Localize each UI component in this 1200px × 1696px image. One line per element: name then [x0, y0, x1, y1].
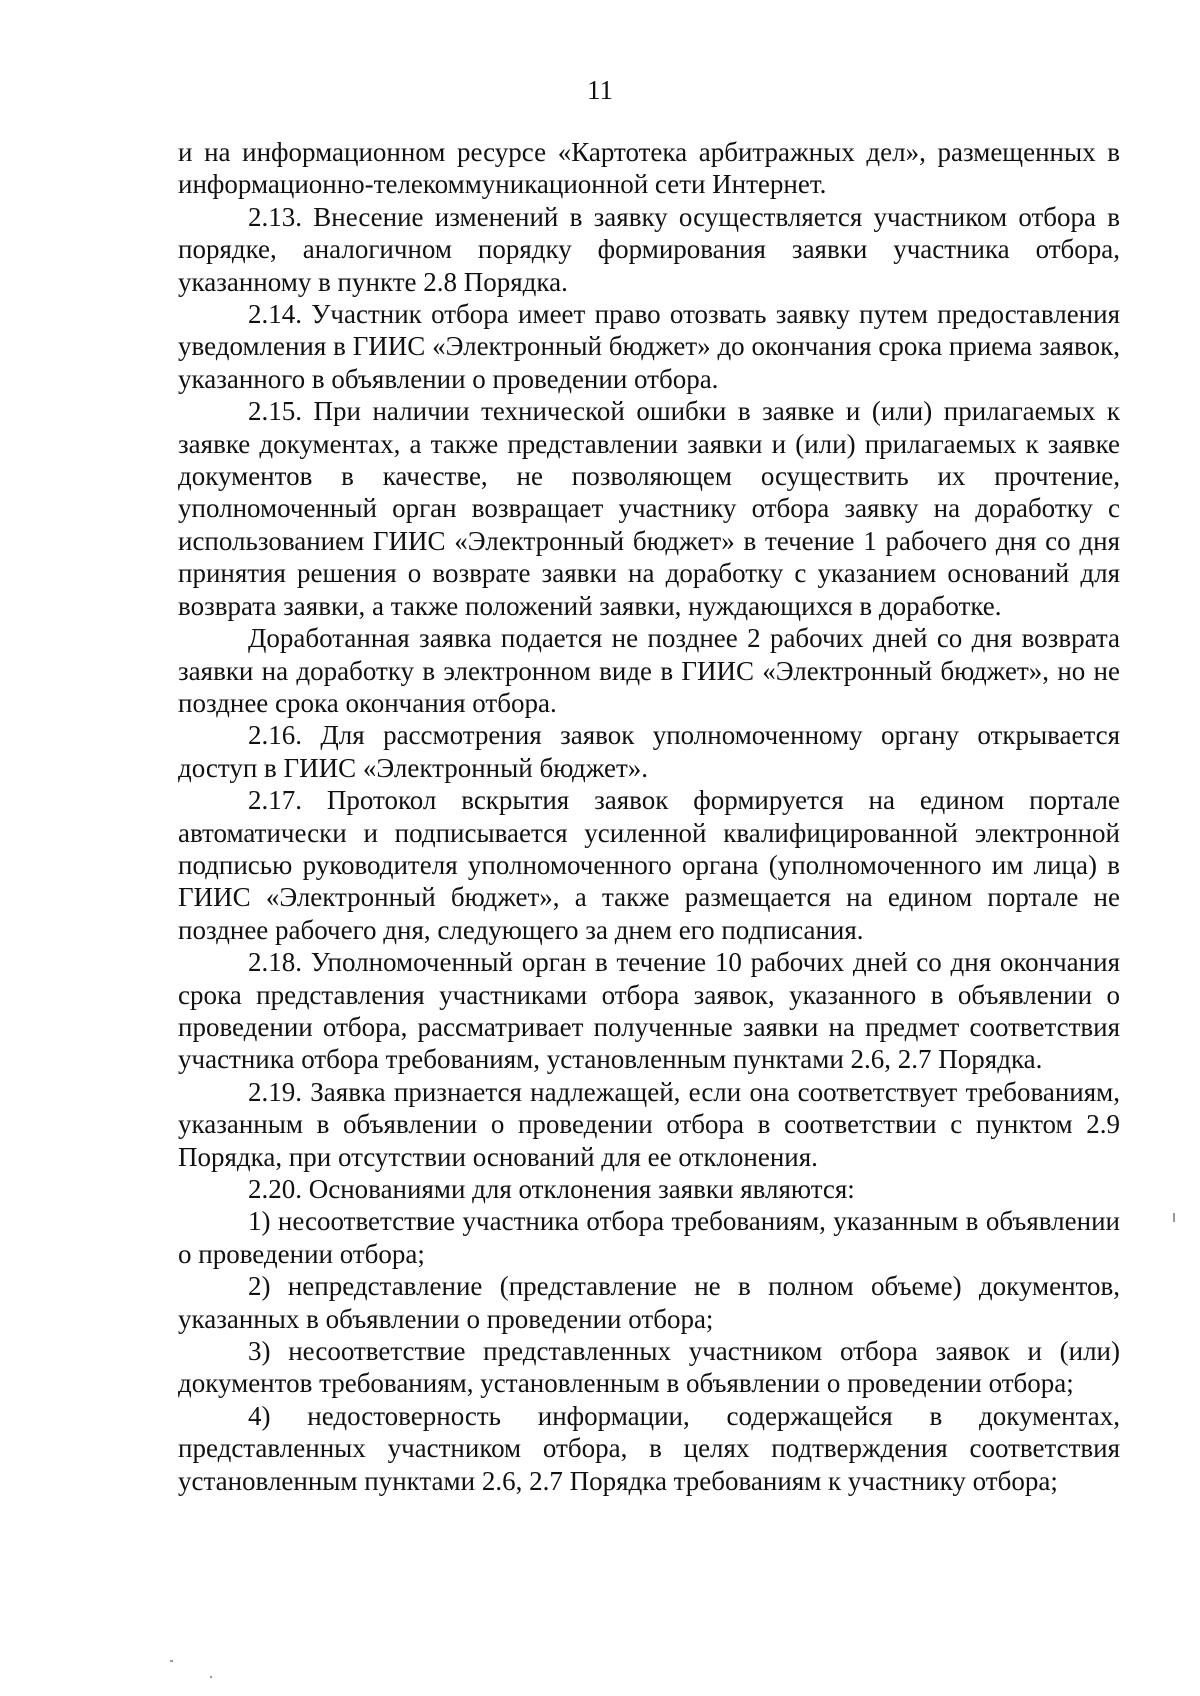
- paragraph-continuation: и на информационном ресурсе «Картотека арбитражных дел», размещенных в информационно-телекоммуникационной сети Интернет.: [178, 137, 1120, 200]
- paragraph-2-17: 2.17. Протокол вскрытия заявок формируется на едином портале автоматически и подписывается усиленной квалифицированной электронной подписью руководителя уполномоченного органа (уполномоченного им лица) в ГИИС «Электронный бюджет», а также размещается на едином портале не позднее рабочего дня, следующего за днем его подписания.: [178, 785, 1120, 945]
- scan-speck: [170, 1660, 173, 1662]
- scan-speck: [210, 1676, 212, 1678]
- list-item-4: 4) недостоверность информации, содержащейся в документах, представленных участником отбора, в целях подтверждения соответствия установленным пунктами 2.6, 2.7 Порядка требованиям к участнику отбора;: [178, 1400, 1120, 1496]
- page-number: 11: [587, 75, 613, 105]
- list-item-1: 1) несоответствие участника отбора требованиям, указанным в объявлении о проведении отбора;: [178, 1206, 1120, 1269]
- paragraph-2-19: 2.19. Заявка признается надлежащей, если она соответствует требованиям, указанным в объявлении о проведении отбора в соответствии с пунктом 2.9 Порядка, при отсутствии оснований для ее отклонения.: [178, 1076, 1120, 1172]
- paragraph-2-20: 2.20. Основаниями для отклонения заявки являются:: [248, 1174, 855, 1204]
- scan-speck: [1173, 1213, 1175, 1222]
- paragraph-2-18: 2.18. Уполномоченный орган в течение 10 рабочих дней со дня окончания срока представления участниками отбора заявок, указанного в объявлении о проведении отбора, рассматривает полученные заявки на предмет соответствия участника отбора требованиям, установленным пунктами 2.6, 2.7 Порядка.: [178, 947, 1120, 1075]
- paragraph-2-13: 2.13. Внесение изменений в заявку осуществляется участником отбора в порядке, аналогичном порядку формирования заявки участника отбора, указанному в пункте 2.8 Порядка.: [178, 201, 1120, 297]
- paragraph-reworked-application: Доработанная заявка подается не позднее 2 рабочих дней со дня возврата заявки на доработку в электронном виде в ГИИС «Электронный бюджет», но не позднее срока окончания отбора.: [178, 623, 1120, 718]
- paragraph-2-14: 2.14. Участник отбора имеет право отозвать заявку путем предоставления уведомления в ГИИС «Электронный бюджет» до окончания срока приема заявок, указанного в объявлении о проведении отбора.: [178, 299, 1120, 394]
- paragraph-2-16: 2.16. Для рассмотрения заявок уполномоченному органу открывается доступ в ГИИС «Электронный бюджет».: [178, 720, 1120, 783]
- list-item-2: 2) непредставление (представление не в полном объеме) документов, указанных в объявлении о проведении отбора;: [178, 1271, 1120, 1334]
- list-item-3: 3) несоответствие представленных участником отбора заявок и (или) документов требованиям, установленным в объявлении о проведении отбора;: [178, 1336, 1120, 1399]
- document-body: [178, 136, 1120, 1497]
- paragraph-2-15: 2.15. При наличии технической ошибки в заявке и (или) прилагаемых к заявке документах, а также представлении заявки и (или) прилагаемых к заявке документов в качестве, не позволяющем осуществить их прочтение, уполномоченный орган возвращает участнику отбора заявку на доработку с использованием ГИИС «Электронный бюджет» в течение 1 рабочего дня со дня принятия решения о возврате заявки на доработку с указанием оснований для возврата заявки, а также положений заявки, нуждающихся в доработке.: [178, 396, 1120, 621]
